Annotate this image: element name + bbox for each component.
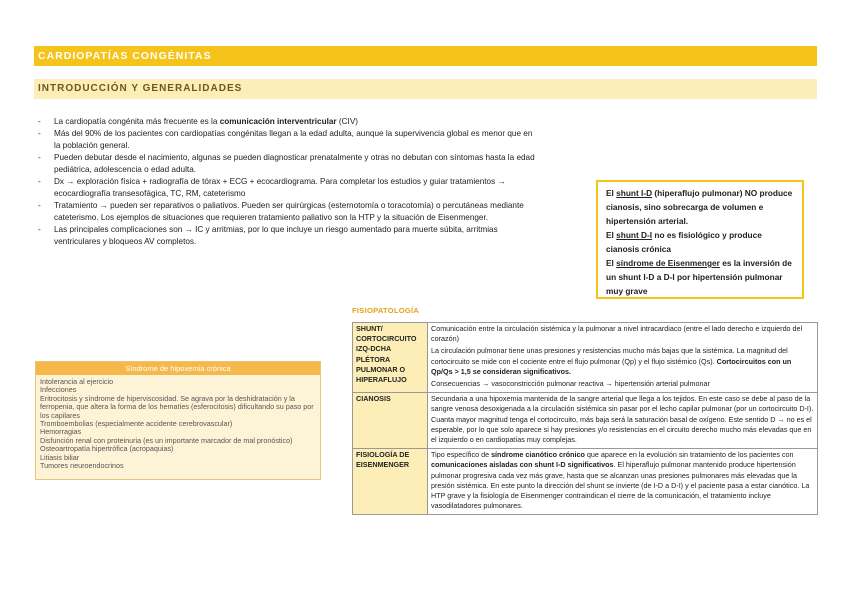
document-title: CARDIOPATÍAS CONGÉNITAS [34,46,817,66]
list-item: Tromboembolias (especialmente accidente cerebrovascular) [40,419,233,429]
shunt-callout-box [596,180,804,299]
list-item: Disfunción renal con proteinuria (es un importante marcador de mal pronóstico) [40,435,293,445]
row-header: CIANOSIS [353,393,428,449]
fisiopatologia-table [352,322,818,515]
row-header: SHUNT/ CORTOCIRCUITO IZQ-DCHA PLÉTORA PULMONAR O HIPERAFLUJO [353,323,428,393]
hipoxemia-title: Síndrome de hipoxemia crónica [36,362,320,375]
table-row [353,323,818,393]
list-item: Litiasis biliar [40,452,80,462]
hipoxemia-box [35,361,321,480]
bullet-item: - La cardiopatía congénita más frecuente es la comunicación interventricular (CIV) [38,116,538,128]
list-item: Infecciones [40,385,77,395]
list-item: Hemorragias [40,427,82,437]
bullet-item: - Más del 90% de los pacientes con cardiopatías congénitas llegan a la edad adulta, aunque la supervivencia global es menor que en la población general. [38,128,538,152]
row-header: FISIOLOGÍA DE EISENMENGER [353,449,428,515]
list-item: Eritrocitosis y síndrome de hiperviscosidad. Se agrava por la deshidratación y la ferropenia, que altera la forma de los hematíes (esferocitosis) dificultando su paso por los capilares [40,393,314,420]
intro-bullet-list [38,116,538,248]
callout-paragraph: El síndrome de Eisenmenger es la inversión de un shunt I-D a D-I por hipertensión pulmonar muy grave [606,258,792,296]
bullet-item: - Tratamiento → pueden ser reparativos o paliativos. Pueden ser quirúrgicas (esternotomía o toracotomía) o percutáneas mediante cateterismo. Los ejemplos de situaciones que requieren tratamiento paliativo son la HTP y la situación de Eisenmenger. [38,200,538,224]
list-item: Intolerancia al ejercicio [40,377,114,386]
row-content: Comunicación entre la circulación sistémica y la pulmonar a nivel intracardiaco (entre el lado derecho e izquierdo del corazón) La circulación pulmonar tiene unas presiones y resistencias mucho más bajas que la sistémica. La magnitud del cortocircuito se mide con el cociente entre el flujo pulmonar (Qp) y el flujo sistémico (Qs). Cortocircuitos con un Qp/Qs > 1,5 se consideran significativos. Consecuencias → vasoconstricción pulmonar reactiva → hipertensión arterial pulmonar [428,323,818,393]
list-item: Tumores neuroendocrinos [40,461,124,471]
table-row [353,393,818,449]
bullet-bold: comunicación interventricular [219,117,337,126]
bullet-item: - Dx → exploración física + radiografía de tórax + ECG + ecocardiograma. Para completar los estudios y guiar tratamientos → ecocardiografía transesofágica, TC, RM, cateterismo [38,176,538,200]
callout-paragraph: El shunt D-I no es fisiológico y produce cianosis crónica [606,230,762,254]
row-content: Secundaria a una hipoxemia mantenida de la sangre arterial que llega a los tejidos. En este caso se debe al paso de la sangre venosa desoxigenada a la circulación sistémica sin pasar por el lecho capilar pulmonar (por un cortocircuito D-I). Cuanta mayor magnitud tenga el cortocircuito, más baja será la saturación basal de oxígeno. Este sentido D → no es el esperable, por lo que solo aparece si hay presiones y/o resistencias en el circuito derecho mucho más elevadas que en el izquierdo o en cardiopatías muy complejas. [428,393,818,449]
bullet-item: - Pueden debutar desde el nacimiento, algunas se pueden diagnosticar prenatalmente y otras no debutan con síntomas hasta la edad pediátrica, adolescencia o edad adulta. [38,152,538,176]
row-content: Tipo específico de síndrome cianótico crónico que aparece en la evolución sin tratamiento de los pacientes con comunicaciones aisladas con shunt I-D significativos. El hiperaflujo pulmonar mantenido produce hipertensión pulmonar progresiva cada vez más grave, hasta que se alcanzan unas presiones pulmonares más elevadas que la presión sistémica. En este punto la dirección del shunt se invierte (de I-D a D-I) y el paciente pasa a estar cianótico. La HTP grave y la fisiología de Eisenmenger contraindican el cierre de la comunicación, el tratamiento incluye vasodilatadores pulmonares. [428,449,818,515]
fisiopatologia-heading: FISIOPATOLOGÍA [352,306,420,315]
bullet-item: - Las principales complicaciones son → IC y arritmias, por lo que incluye un riesgo aumentado para muerte súbita, arritmias ventriculares y bloqueos AV completos. [38,224,538,248]
hipoxemia-list [36,375,320,473]
table-row [353,449,818,515]
callout-paragraph: El shunt I-D (hiperaflujo pulmonar) NO produce cianosis, sino sobrecarga de volumen e hipertensión arterial. [606,188,793,226]
list-item: Osteoartropatía hipertrófica (acropaquias) [40,444,174,454]
section-title-introduccion: INTRODUCCIÓN Y GENERALIDADES [34,79,817,99]
